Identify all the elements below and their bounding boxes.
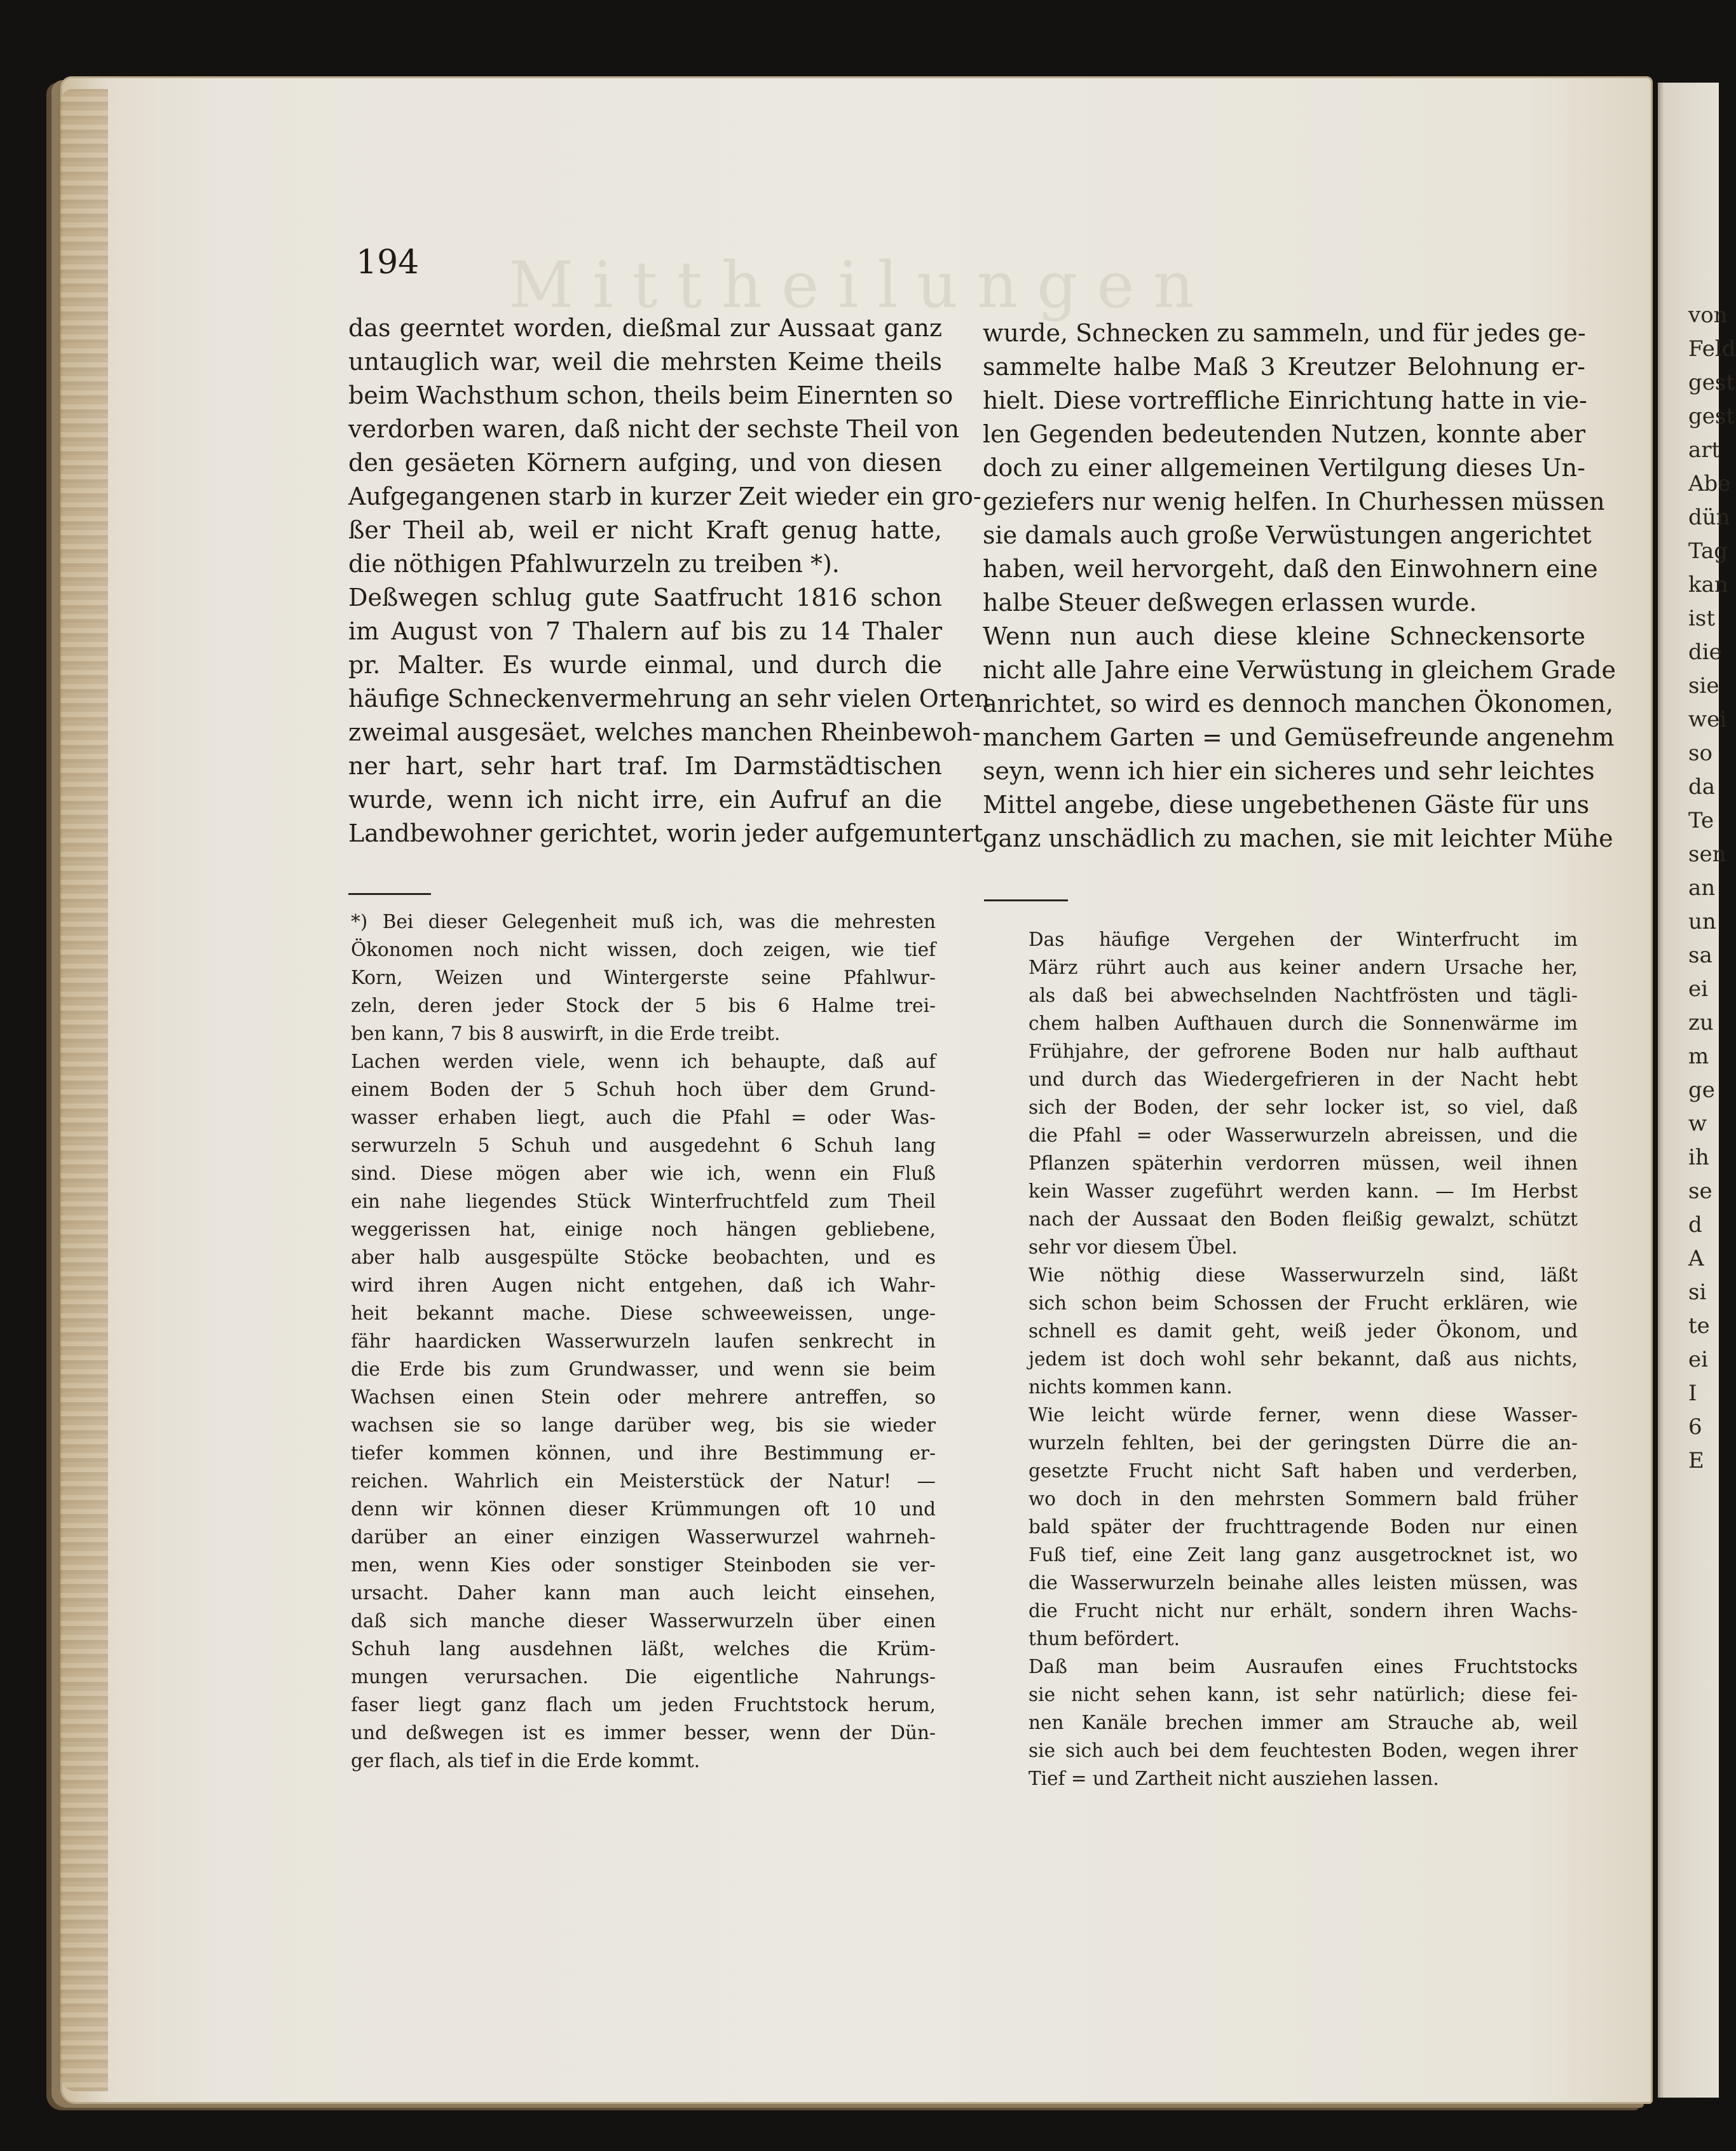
text-line: wurde, Schnecken zu sammeln, und für jedes ge- bbox=[983, 319, 1586, 347]
footnote-line: kein Wasser zugeführt werden kann. — Im Herbst bbox=[1029, 1180, 1578, 1202]
next-page-fragment: da bbox=[1688, 774, 1716, 800]
footnote-line: *) Bei dieser Gelegenheit muß ich, was die mehresten bbox=[351, 911, 936, 932]
next-page-fragment: se bbox=[1688, 1178, 1712, 1204]
footnote-line: ben kann, 7 bis 8 auswirft, in die Erde treibt. bbox=[351, 1023, 781, 1044]
next-page-fragment: so bbox=[1688, 741, 1712, 766]
footnote-line: Tief = und Zartheit nicht ausziehen lassen. bbox=[1029, 1768, 1439, 1789]
footnote-line: wachsen sie so lange darüber weg, bis sie wieder bbox=[351, 1414, 936, 1436]
text-line: die nöthigen Pfahlwurzeln zu treiben *). bbox=[348, 550, 840, 578]
footnote-line: und deßwegen ist es immer besser, wenn der Dün- bbox=[351, 1722, 936, 1744]
footnote-line: Ökonomen noch nicht wissen, doch zeigen, wie tief bbox=[351, 939, 936, 960]
text-line: len Gegenden bedeutenden Nutzen, konnte aber bbox=[983, 420, 1585, 448]
text-line: hielt. Diese vortreffliche Einrichtung hatte in vie- bbox=[983, 386, 1587, 414]
next-page-fragment: sa bbox=[1688, 943, 1712, 968]
footnote-line: sich schon beim Schossen der Frucht erklären, wie bbox=[1029, 1292, 1578, 1314]
next-page-fragment: zu bbox=[1688, 1010, 1714, 1035]
next-page-fragment: sen bbox=[1688, 842, 1726, 867]
footnote-line: ger flach, als tief in die Erde kommt. bbox=[351, 1750, 701, 1772]
text-line: im August von 7 Thalern auf bis zu 14 Thaler bbox=[348, 617, 942, 645]
footnote-line: Daß man beim Ausraufen eines Fruchtstocks bbox=[1029, 1656, 1578, 1677]
footnote-line: sehr vor diesem Übel. bbox=[1029, 1236, 1238, 1258]
next-page-fragment: m bbox=[1688, 1044, 1709, 1069]
text-line: seyn, wenn ich hier ein sicheres und sehr leichtes bbox=[983, 757, 1595, 785]
text-line: wurde, wenn ich nicht irre, ein Aufruf an die bbox=[348, 786, 942, 814]
footnote-line: serwurzeln 5 Schuh und ausgedehnt 6 Schuh lang bbox=[351, 1135, 936, 1156]
text-line: untauglich war, weil die mehrsten Keime theils bbox=[348, 348, 942, 376]
footnote-line: Schuh lang ausdehnen läßt, welches die Krüm- bbox=[351, 1638, 936, 1660]
footnote-line: die Pfahl = oder Wasserwurzeln abreissen, und die bbox=[1029, 1124, 1578, 1146]
next-page-fragment: si bbox=[1688, 1280, 1707, 1305]
footnote-rule-right bbox=[984, 899, 1068, 901]
footnote-line: darüber an einer einzigen Wasserwurzel wahrneh- bbox=[351, 1526, 936, 1548]
next-page-fragment: art bbox=[1688, 437, 1721, 463]
next-page-fragment: Tag bbox=[1688, 538, 1728, 564]
next-page-fragment: I bbox=[1688, 1381, 1697, 1406]
footnote-line: ursacht. Daher kann man auch leicht einsehen, bbox=[351, 1582, 936, 1604]
next-page-fragment: wei bbox=[1688, 707, 1727, 732]
footnote-line: nach der Aussaat den Boden fleißig gewalzt, schützt bbox=[1029, 1208, 1578, 1230]
next-page-fragments bbox=[1658, 299, 1736, 1478]
footnote-line: nen Kanäle brechen immer am Strauche ab, weil bbox=[1029, 1712, 1578, 1733]
footnote-line: zeln, deren jeder Stock der 5 bis 6 Halme trei- bbox=[351, 995, 936, 1016]
footnote-line: thum befördert. bbox=[1029, 1628, 1180, 1649]
text-line: den gesäeten Körnern aufging, und von diesen bbox=[348, 449, 942, 477]
text-line: Mittel angebe, diese ungebethenen Gäste für uns bbox=[983, 791, 1590, 819]
text-line: sie damals auch große Verwüstungen angerichtet bbox=[983, 521, 1592, 549]
footnote-line: daß sich manche dieser Wasserwurzeln über einen bbox=[351, 1610, 936, 1632]
text-line: ganz unschädlich zu machen, sie mit leichter Mühe bbox=[983, 824, 1613, 852]
text-line: nicht alle Jahre eine Verwüstung in gleichem Grade bbox=[983, 656, 1616, 684]
next-page-fragment: un bbox=[1688, 909, 1716, 934]
next-page-fragment: gest bbox=[1688, 404, 1735, 429]
right-column-text bbox=[983, 317, 1616, 856]
text-line: Wenn nun auch diese kleine Schneckensorte bbox=[983, 622, 1585, 650]
text-line: pr. Malter. Es wurde einmal, und durch die bbox=[348, 651, 942, 679]
next-page-fragment: ei bbox=[1688, 1347, 1708, 1372]
text-line: haben, weil hervorgeht, daß den Einwohnern eine bbox=[983, 555, 1598, 583]
text-line: beim Wachsthum schon, theils beim Einernten so bbox=[348, 381, 953, 409]
right-footnote bbox=[1029, 925, 1578, 1792]
footnote-line: Pflanzen späterhin verdorren müssen, weil ihnen bbox=[1029, 1152, 1578, 1174]
footnote-line: denn wir können dieser Krümmungen oft 10 und bbox=[351, 1498, 936, 1520]
footnote-line: wurzeln fehlten, bei der geringsten Dürre die an- bbox=[1029, 1432, 1578, 1454]
text-line: ner hart, sehr hart traf. Im Darmstädtischen bbox=[348, 752, 942, 780]
footnote-line: schnell es damit geht, weiß jeder Ökonom, und bbox=[1029, 1320, 1578, 1342]
footnote-line: und durch das Wiedergefrieren in der Nacht hebt bbox=[1029, 1069, 1578, 1090]
footnote-line: men, wenn Kies oder sonstiger Steinboden sie ver- bbox=[351, 1554, 936, 1576]
footnote-line: fähr haardicken Wasserwurzeln laufen senkrecht in bbox=[351, 1330, 936, 1352]
footnote-line: heit bekannt mache. Diese schweeweissen, unge- bbox=[351, 1302, 936, 1324]
footnote-line: gesetzte Frucht nicht Saft haben und verderben, bbox=[1029, 1460, 1578, 1482]
text-line: doch zu einer allgemeinen Vertilgung dieses Un- bbox=[983, 454, 1585, 482]
text-line: sammelte halbe Maß 3 Kreutzer Belohnung er- bbox=[983, 353, 1585, 381]
next-page-fragment: A bbox=[1688, 1246, 1704, 1271]
footnote-line: Wie leicht würde ferner, wenn diese Wasser- bbox=[1029, 1404, 1578, 1426]
left-column-text bbox=[348, 311, 990, 850]
footnote-line: weggerissen hat, einige noch hängen gebliebene, bbox=[351, 1219, 936, 1240]
text-line: ßer Theil ab, weil er nicht Kraft genug hatte, bbox=[348, 516, 942, 544]
footnote-line: Korn, Weizen und Wintergerste seine Pfahlwur- bbox=[351, 967, 936, 988]
text-line: Deßwegen schlug gute Saatfrucht 1816 schon bbox=[348, 584, 942, 611]
next-page-fragment: 6 bbox=[1688, 1414, 1702, 1440]
next-page-fragment: E bbox=[1688, 1448, 1704, 1473]
next-page-fragment: gest bbox=[1688, 370, 1735, 395]
next-page-fragment: dün bbox=[1688, 505, 1730, 530]
footnote-line: ein nahe liegendes Stück Winterfruchtfeld zum Theil bbox=[351, 1191, 936, 1212]
text-line: häufige Schneckenvermehrung an sehr vielen Orten bbox=[348, 685, 990, 713]
footnote-line: aber halb ausgespülte Stöcke beobachten, und es bbox=[351, 1246, 936, 1268]
footnote-line: nichts kommen kann. bbox=[1029, 1376, 1233, 1398]
text-line: das geerntet worden, dießmal zur Aussaat ganz bbox=[348, 314, 942, 342]
text-line: anrichtet, so wird es dennoch manchen Ökonomen, bbox=[983, 690, 1614, 718]
footnote-line: März rührt auch aus keiner andern Ursache her, bbox=[1029, 957, 1578, 978]
footnote-line: wird ihren Augen nicht entgehen, daß ich Wahr- bbox=[351, 1274, 936, 1296]
footnote-line: Fuß tief, eine Zeit lang ganz ausgetrocknet ist, wo bbox=[1029, 1544, 1578, 1566]
footnote-rule-left bbox=[348, 893, 431, 895]
footnote-line: bald später der fruchttragende Boden nur einen bbox=[1029, 1516, 1578, 1538]
footnote-line: einem Boden der 5 Schuh hoch über dem Grund- bbox=[351, 1079, 936, 1100]
footnote-line: die Erde bis zum Grundwasser, und wenn sie beim bbox=[351, 1358, 936, 1380]
footnote-line: mungen verursachen. Die eigentliche Nahrungs- bbox=[351, 1666, 936, 1688]
next-page-fragment: ei bbox=[1688, 976, 1708, 1002]
footnote-line: tiefer kommen können, und ihre Bestimmung er- bbox=[351, 1442, 936, 1464]
next-page-fragment: Feld bbox=[1688, 336, 1736, 362]
next-page-fragment: d bbox=[1688, 1212, 1702, 1238]
footnote-line: die Frucht nicht nur erhält, sondern ihren Wachs- bbox=[1029, 1600, 1578, 1622]
footnote-line: Lachen werden viele, wenn ich behaupte, daß auf bbox=[351, 1051, 936, 1072]
next-page-fragment: ih bbox=[1688, 1145, 1709, 1170]
next-page-fragment: an bbox=[1688, 875, 1716, 901]
text-line: manchem Garten = und Gemüsefreunde angenehm bbox=[983, 723, 1615, 751]
next-page-fragment: die bbox=[1688, 639, 1722, 665]
footnote-line: sind. Diese mögen aber wie ich, wenn ein Fluß bbox=[351, 1163, 936, 1184]
footnote-line: wo doch in den mehrsten Sommern bald früher bbox=[1029, 1488, 1578, 1510]
page-number: 194 bbox=[356, 243, 420, 282]
text-line: Aufgegangenen starb in kurzer Zeit wieder ein gro- bbox=[348, 482, 981, 510]
text-line: geziefers nur wenig helfen. In Churhessen müssen bbox=[983, 488, 1605, 516]
footnote-line: jedem ist doch wohl sehr bekannt, daß aus nichts, bbox=[1029, 1348, 1578, 1370]
footnote-line: wasser erhaben liegt, auch die Pfahl = oder Was- bbox=[351, 1107, 936, 1128]
next-page-fragment: von bbox=[1688, 303, 1728, 328]
footnote-line: sie sich auch bei dem feuchtesten Boden, wegen ihrer bbox=[1029, 1740, 1578, 1761]
footnote-line: reichen. Wahrlich ein Meisterstück der Natur! — bbox=[351, 1470, 936, 1492]
page-edge bbox=[60, 89, 108, 2091]
next-page-fragment: te bbox=[1688, 1313, 1710, 1339]
footnote-line: sie nicht sehen kann, ist sehr natürlich; diese fei- bbox=[1029, 1684, 1578, 1705]
next-page-fragment: Abe bbox=[1688, 471, 1731, 496]
next-page-edge bbox=[1658, 83, 1736, 2098]
footnote-line: Wachsen einen Stein oder mehrere antreffen, so bbox=[351, 1386, 936, 1408]
text-line: zweimal ausgesäet, welches manchen Rheinbewoh- bbox=[348, 718, 981, 746]
next-page-fragment: ge bbox=[1688, 1077, 1715, 1103]
next-page-fragment: kan bbox=[1688, 572, 1728, 598]
next-page-fragment: Te bbox=[1688, 808, 1714, 833]
footnote-line: faser liegt ganz flach um jeden Fruchtstock herum, bbox=[351, 1694, 936, 1716]
footnote-line: chem halben Aufthauen durch die Sonnenwärme im bbox=[1029, 1013, 1578, 1034]
running-head: Mittheilungen bbox=[509, 248, 1213, 322]
footnote-line: sich der Boden, der sehr locker ist, so viel, daß bbox=[1029, 1096, 1578, 1118]
footnote-line: Frühjahre, der gefrorene Boden nur halb aufthaut bbox=[1029, 1041, 1578, 1062]
footnote-line: die Wasserwurzeln beinahe alles leisten müssen, was bbox=[1029, 1572, 1578, 1594]
next-page-fragment: sie bbox=[1688, 673, 1719, 699]
next-page-fragment: w bbox=[1688, 1111, 1707, 1137]
footnote-line: Wie nöthig diese Wasserwurzeln sind, läßt bbox=[1029, 1264, 1578, 1286]
text-line: halbe Steuer deßwegen erlassen wurde. bbox=[983, 589, 1477, 617]
footnote-line: Das häufige Vergehen der Winterfrucht im bbox=[1029, 929, 1578, 950]
next-page-fragment: ist bbox=[1688, 606, 1715, 631]
left-footnote bbox=[351, 908, 936, 1775]
text-line: Landbewohner gerichtet, worin jeder aufgemuntert bbox=[348, 819, 983, 847]
text-line: verdorben waren, daß nicht der sechste Theil von bbox=[348, 415, 960, 443]
footnote-line: als daß bei abwechselnden Nachtfrösten und tägli- bbox=[1029, 985, 1578, 1006]
